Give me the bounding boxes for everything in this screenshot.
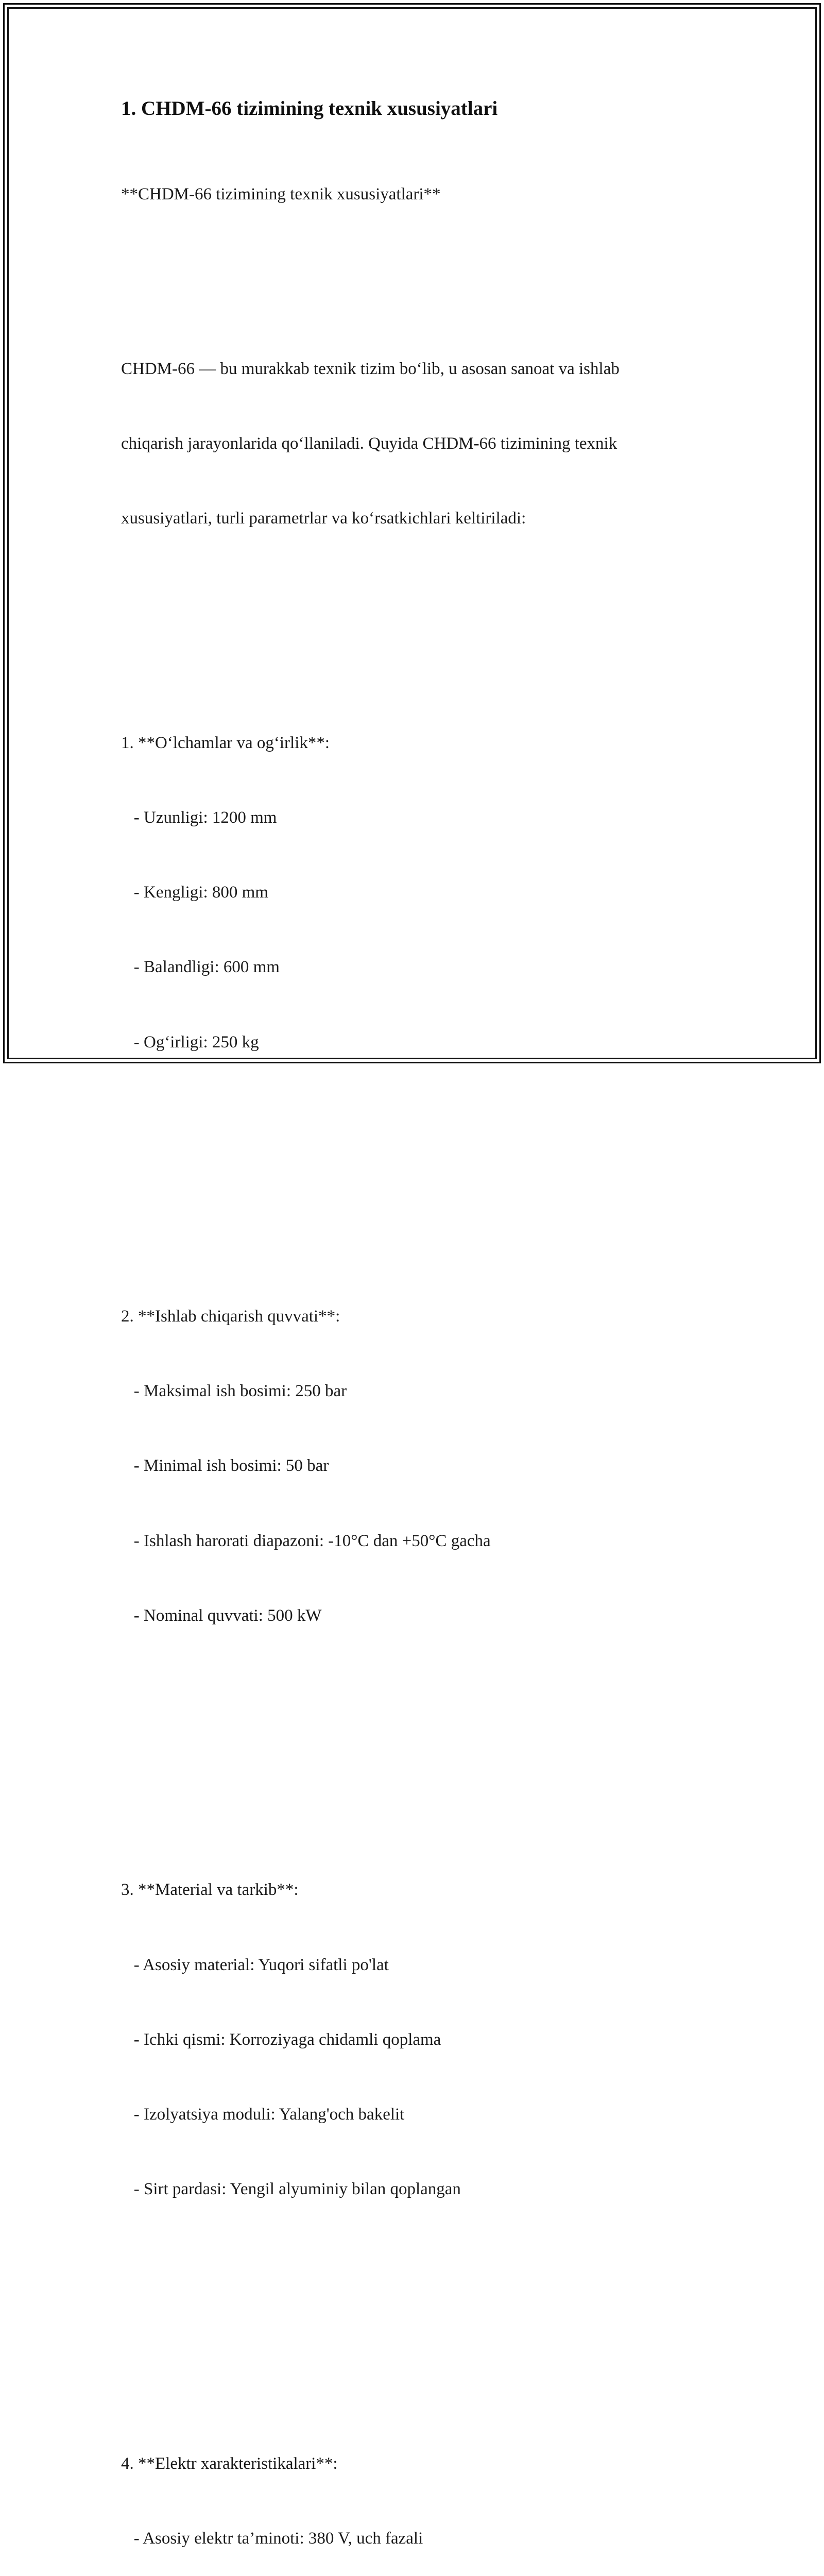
list-item: - Asosiy elektr ta’minoti: 380 V, uch fazali bbox=[121, 2529, 423, 2548]
list-item: - Uzunligi: 1200 mm bbox=[121, 808, 277, 827]
section-heading: 2. **Ishlab chiqarish quvvati**: bbox=[121, 1307, 340, 1326]
blank-line bbox=[121, 257, 729, 281]
section-electrical bbox=[121, 2401, 729, 2576]
section-heading: 3. **Material va tarkib**: bbox=[121, 1880, 299, 1900]
list-item: - Izolyatsiya moduli: Yalang'och bakelit bbox=[121, 2105, 405, 2124]
list-item: - Sirt pardasi: Yengil alyuminiy bilan qoplangan bbox=[121, 2180, 461, 2199]
section-dimensions bbox=[121, 681, 729, 1105]
list-item: - Ishlash harorati diapazoni: -10°C dan +50°C gacha bbox=[121, 1531, 491, 1550]
section-material bbox=[121, 1828, 729, 2252]
blank-line bbox=[121, 2301, 729, 2326]
list-item: - Asosiy material: Yuqori sifatli po'lat bbox=[121, 1955, 389, 1974]
list-item: - Ichki qismi: Korroziyaga chidamli qoplama bbox=[121, 2030, 441, 2049]
document-body bbox=[121, 96, 729, 2576]
blank-line bbox=[121, 581, 729, 605]
intro-line: CHDM-66 — bu murakkab texnik tizim bo‘lib, u asosan sanoat va ishlab bbox=[121, 359, 620, 378]
section-heading: 1. **O‘lchamlar va og‘irlik**: bbox=[121, 733, 330, 752]
blank-line bbox=[121, 1155, 729, 1179]
section-heading: 4. **Elektr xarakteristikalari**: bbox=[121, 2454, 338, 2473]
list-item: - Maksimal ish bosimi: 250 bar bbox=[121, 1382, 347, 1401]
intro-line: chiqarish jarayonlarida qo‘llaniladi. Quyida CHDM-66 tizimining texnik bbox=[121, 434, 617, 453]
document-subtitle: **CHDM-66 tizimining texnik xususiyatlari** bbox=[121, 184, 441, 204]
section-production-capacity bbox=[121, 1254, 729, 1678]
list-item: - Kengligi: 800 mm bbox=[121, 883, 268, 902]
list-item: - Og‘irligi: 250 kg bbox=[121, 1032, 259, 1052]
list-item: - Minimal ish bosimi: 50 bar bbox=[121, 1456, 329, 1476]
list-item: - Balandligi: 600 mm bbox=[121, 958, 280, 977]
intro-line: xususiyatlari, turli parametrlar va ko‘rsatkichlari keltiriladi: bbox=[121, 509, 526, 528]
list-item: - Nominal quvvati: 500 kW bbox=[121, 1606, 322, 1625]
blank-line bbox=[121, 1728, 729, 1753]
page-title: 1. CHDM-66 tizimining texnik xususiyatlari bbox=[121, 97, 498, 120]
